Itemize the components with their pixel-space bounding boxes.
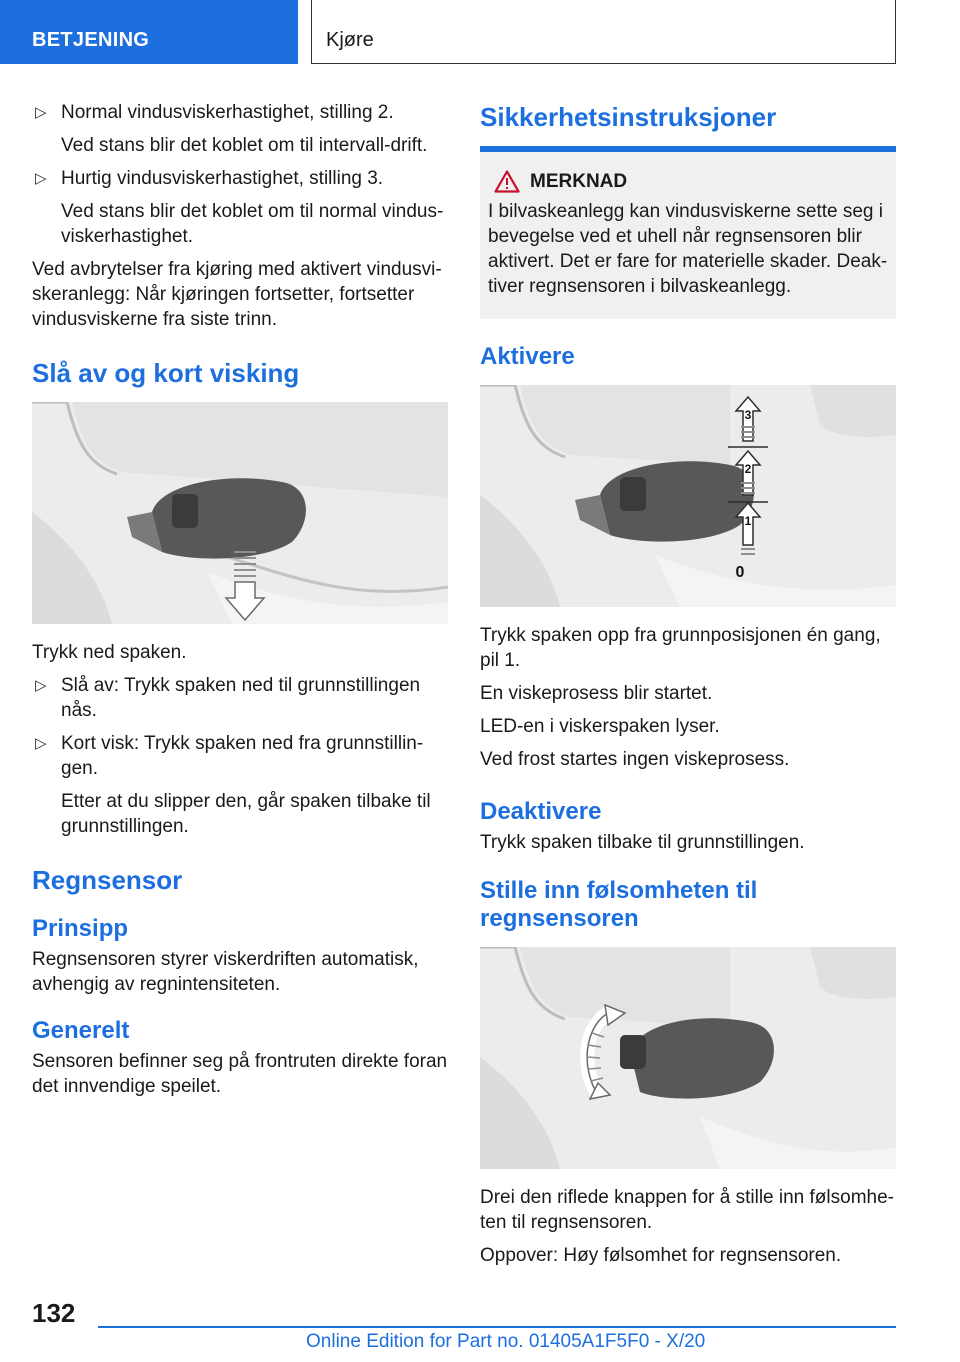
paragraph: Ved frost startes ingen viskeprosess. [480, 749, 790, 770]
bullet-triangle-icon: ▷ [35, 735, 47, 752]
chapter-title: Kjøre [311, 0, 896, 64]
figure-lever-positions [480, 385, 896, 607]
label-position-3: 3 [744, 408, 752, 422]
bullet-triangle-icon: ▷ [35, 170, 47, 187]
section-tab: BETJENING [0, 0, 298, 64]
left-column [32, 100, 448, 1107]
label-position-0: 0 [735, 564, 745, 581]
notice-label: MERKNAD [530, 170, 628, 192]
figure-lever-down [32, 402, 448, 624]
paragraph: Sensoren befinner seg på frontruten direkte foran det innvendige speilet. [32, 1051, 448, 1097]
page-number: 132 [32, 1298, 76, 1328]
paragraph: Oppover: Høy følsomhet for regnsensoren. [480, 1245, 842, 1266]
heading-deactivate: Deaktivere [480, 798, 602, 825]
paragraph: Ved avbrytelser fra kjøring med aktivert vindusviskeranlegg: Når kjøringen fortsetter, fortsetter vindusviskerne fra siste trinn. [32, 259, 442, 330]
heading-safety: Sikkerhetsinstruksjoner [480, 102, 777, 132]
label-position-2: 2 [744, 462, 752, 476]
paragraph: Drei den riflede knappen for å stille inn følsomheten til regnsensoren. [480, 1187, 894, 1233]
bullet-triangle-icon: ▷ [35, 104, 47, 121]
list-item: ▷ Hurtig vindusviskerhastighet, stilling 3. Ved stans blir det koblet om til normal vindusviskerhastighet. [35, 168, 444, 247]
paragraph: Trykk spaken opp fra grunnposisjonen én gang, pil 1. [480, 625, 881, 671]
paragraph: Regnsensoren styrer viskerdriften automatisk, avhengig av regnintensiteten. [32, 949, 419, 995]
heading-rain-sensor: Regnsensor [32, 865, 183, 895]
heading-sensitivity: Stille inn følsomheten til regnsensoren [480, 877, 758, 932]
heading-activate: Aktivere [480, 343, 575, 370]
list-item: ▷ Slå av: Trykk spaken ned til grunnstillingen nås. [35, 675, 421, 721]
paragraph: Trykk spaken tilbake til grunnstillingen. [480, 832, 805, 853]
figure-knurled-knob [480, 947, 896, 1169]
paragraph: En viskeprosess blir startet. [480, 683, 713, 704]
notice-text: I bilvaskeanlegg kan vindusviskerne sette seg i bevegelse ved et uhell når regnsensoren blir aktivert. Det er fare for materielle skader. Deaktiver regnsensoren i bilvaskeanlegg. [488, 201, 888, 297]
footer-divider [98, 1326, 896, 1328]
heading-off-short-wipe: Slå av og kort visking [32, 358, 300, 388]
edition-text: Online Edition for Part no. 01405A1F5F0 - X/20 [306, 1331, 706, 1352]
label-position-1: 1 [744, 514, 752, 528]
warning-triangle-icon [494, 170, 520, 193]
paragraph: LED-en i viskerspaken lyser. [480, 716, 720, 737]
bullet-triangle-icon: ▷ [35, 677, 47, 694]
paragraph: Trykk ned spaken. [32, 642, 187, 663]
notice-box [480, 152, 896, 319]
list-item: ▷ Kort visk: Trykk spaken ned fra grunnstillingen. Etter at du slipper den, går spaken tilbake til grunnstillingen. [35, 733, 431, 837]
heading-general: Generelt [32, 1017, 130, 1044]
heading-principle: Prinsipp [32, 915, 129, 942]
right-column [480, 100, 896, 1276]
list-item: ▷ Normal vindusviskerhastighet, stilling 2. Ved stans blir det koblet om til intervall-drift. [35, 102, 428, 156]
